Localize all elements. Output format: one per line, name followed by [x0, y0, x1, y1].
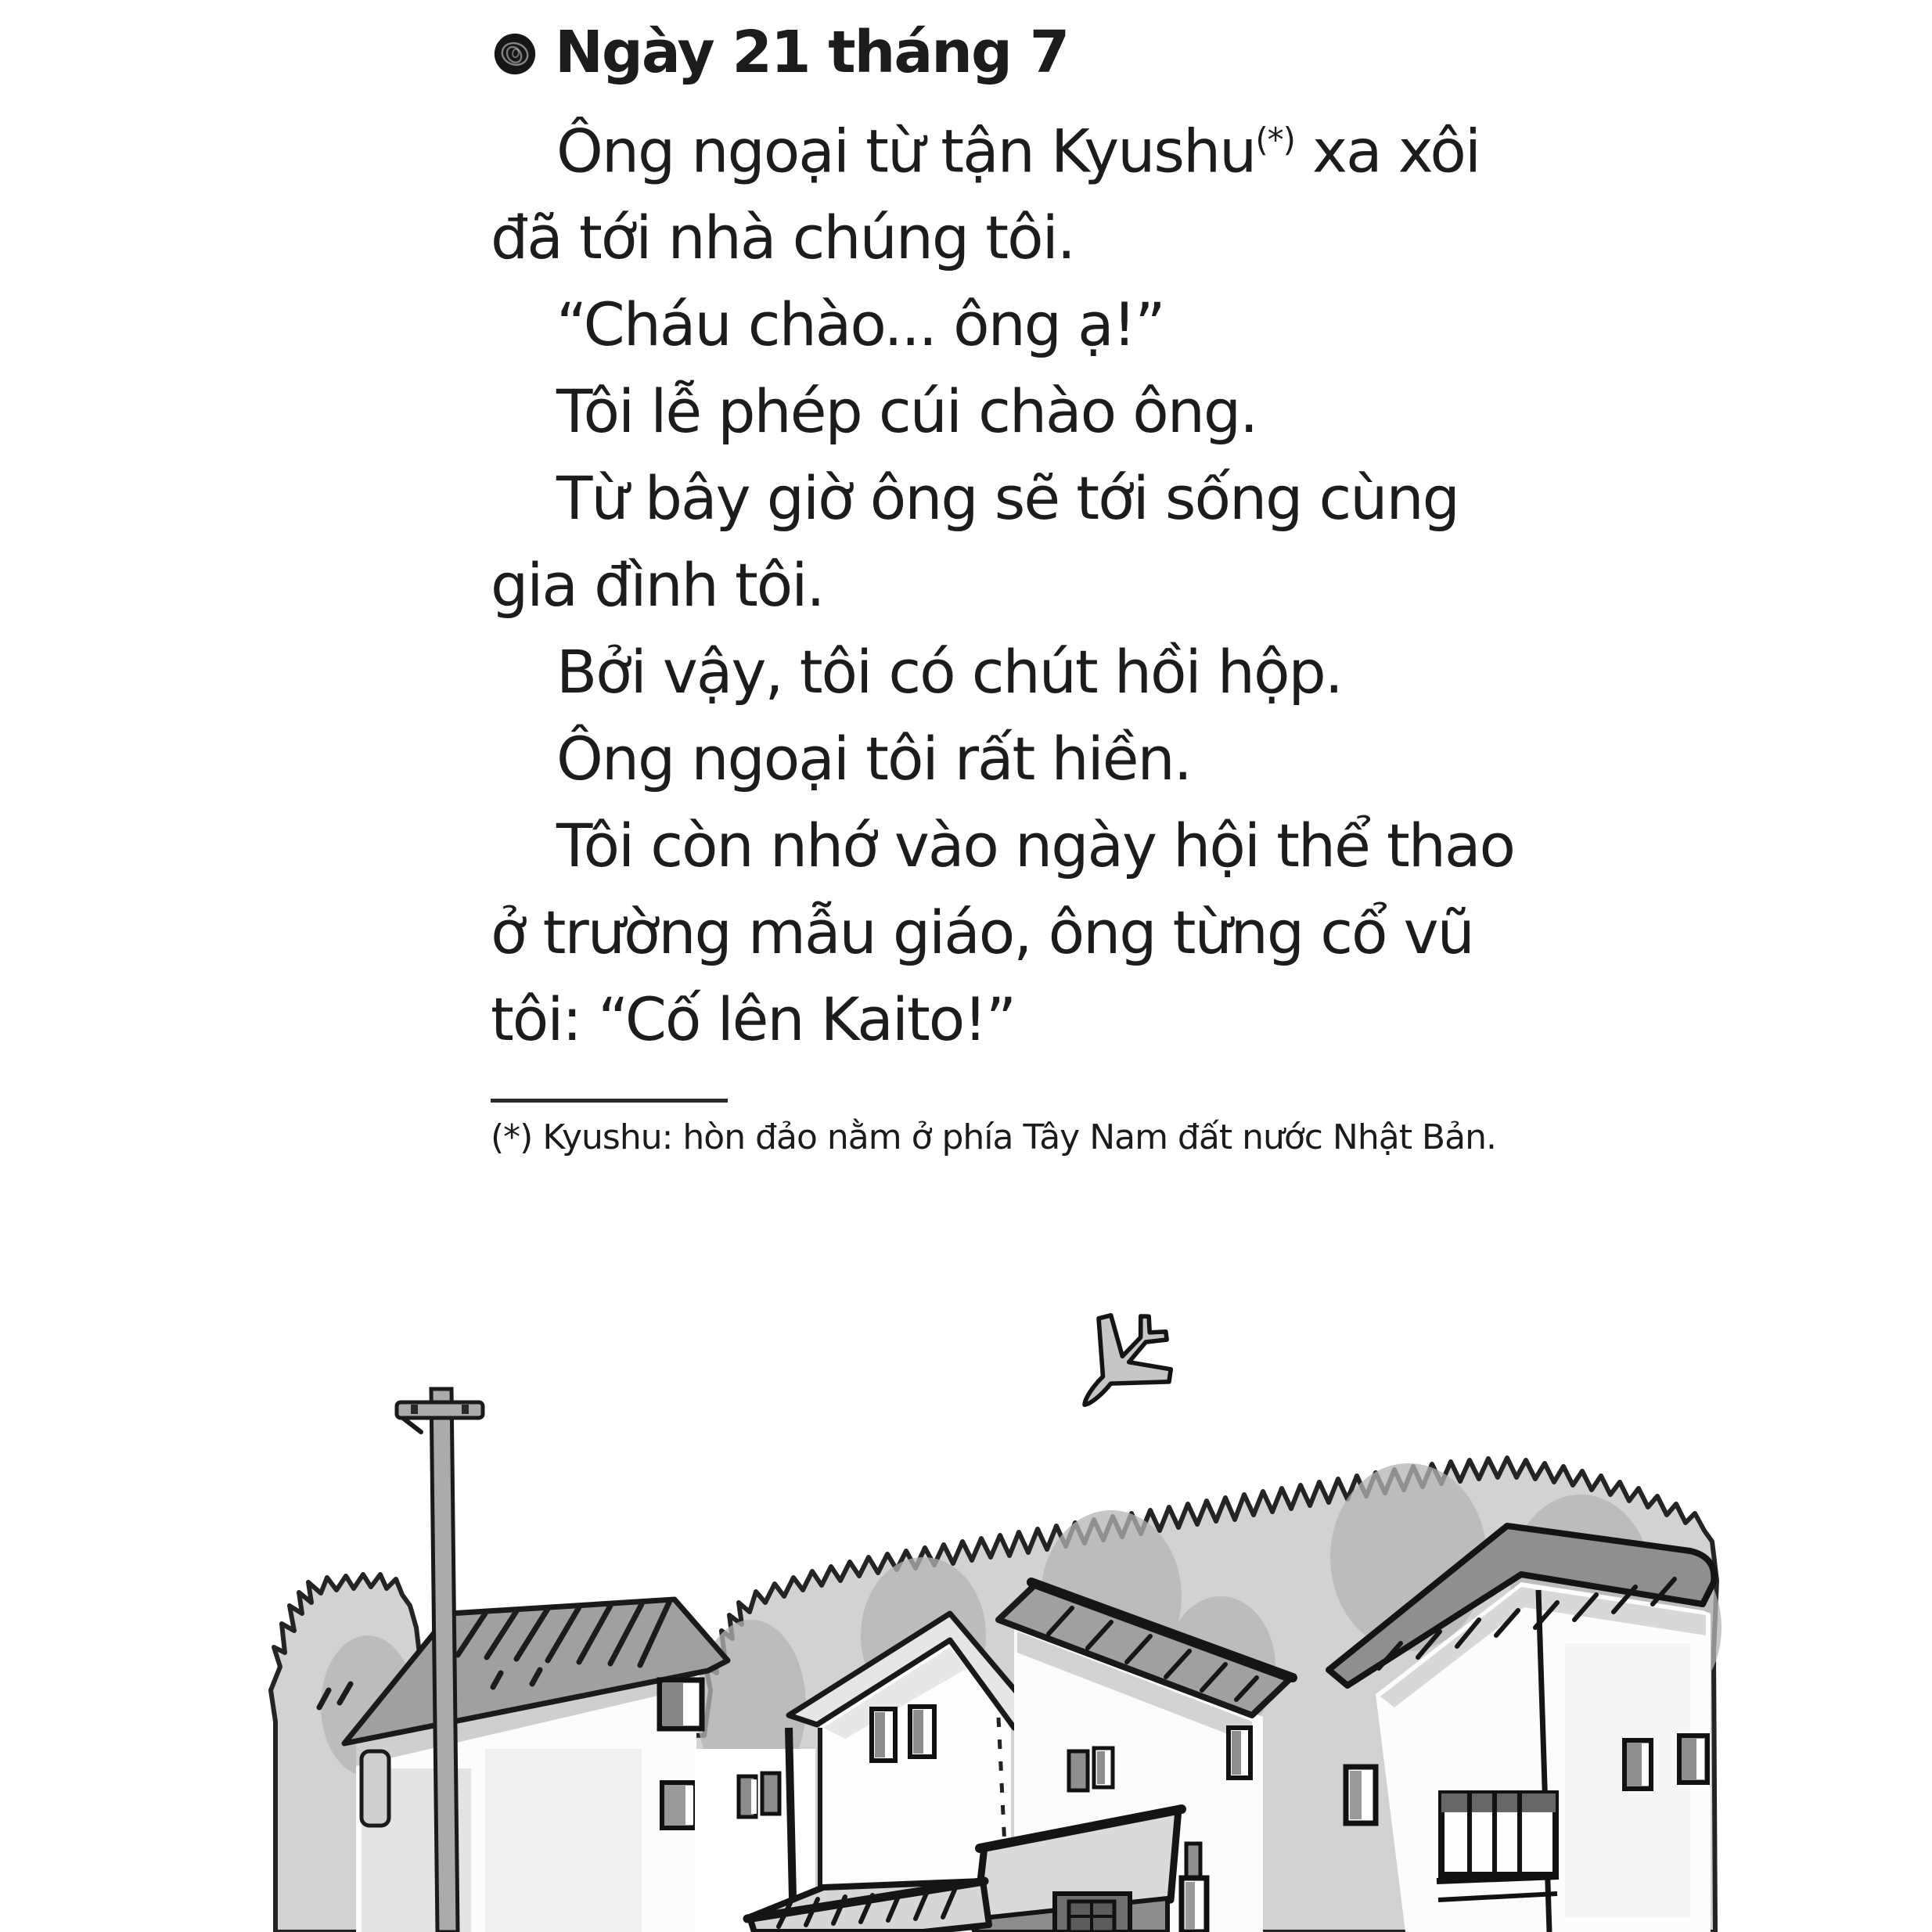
text-line: đã tới nhà chúng tôi. [491, 203, 1074, 273]
pole-crossarm [397, 1402, 483, 1418]
text-line: Ông ngoại tôi rất hiền. [556, 724, 1191, 794]
body-lines [491, 96, 1586, 1063]
text-line: gia đình tôi. [491, 550, 824, 621]
page-heading [491, 9, 1586, 96]
shutter [362, 1751, 389, 1826]
text-line: Tôi còn nhớ vào ngày hội thể thao [556, 811, 1515, 881]
scribble-bullet-icon [491, 29, 539, 77]
footnote-text: (*) Kyushu: hòn đảo nằm ở phía Tây Nam đất nước Nhật Bản. [491, 1117, 1496, 1157]
footnote-marker: (*) [1255, 121, 1295, 159]
text-line: “Cháu chào... ông ạ!” [556, 290, 1164, 360]
neighborhood-illustration [0, 1299, 1932, 1932]
text-line: ở trường mẫu giáo, ông từng cổ vũ [491, 898, 1473, 968]
text-block [491, 9, 1586, 1063]
text-line: Tôi lễ phép cúi chào ông. [556, 376, 1257, 447]
text-line: Từ bây giờ ông sẽ tới sống cùng [556, 463, 1459, 534]
text-line: Ông ngoại từ tận Kyushu(*) xa xôi [556, 116, 1480, 186]
text-line: Bởi vậy, tôi có chút hồi hộp. [556, 637, 1342, 707]
text-line: tôi: “Cố lên Kaito!” [491, 984, 1016, 1055]
airplane-icon [1049, 1299, 1193, 1437]
heading-text: Ngày 21 tháng 7 [555, 19, 1069, 86]
footnote-rule [491, 1099, 728, 1103]
